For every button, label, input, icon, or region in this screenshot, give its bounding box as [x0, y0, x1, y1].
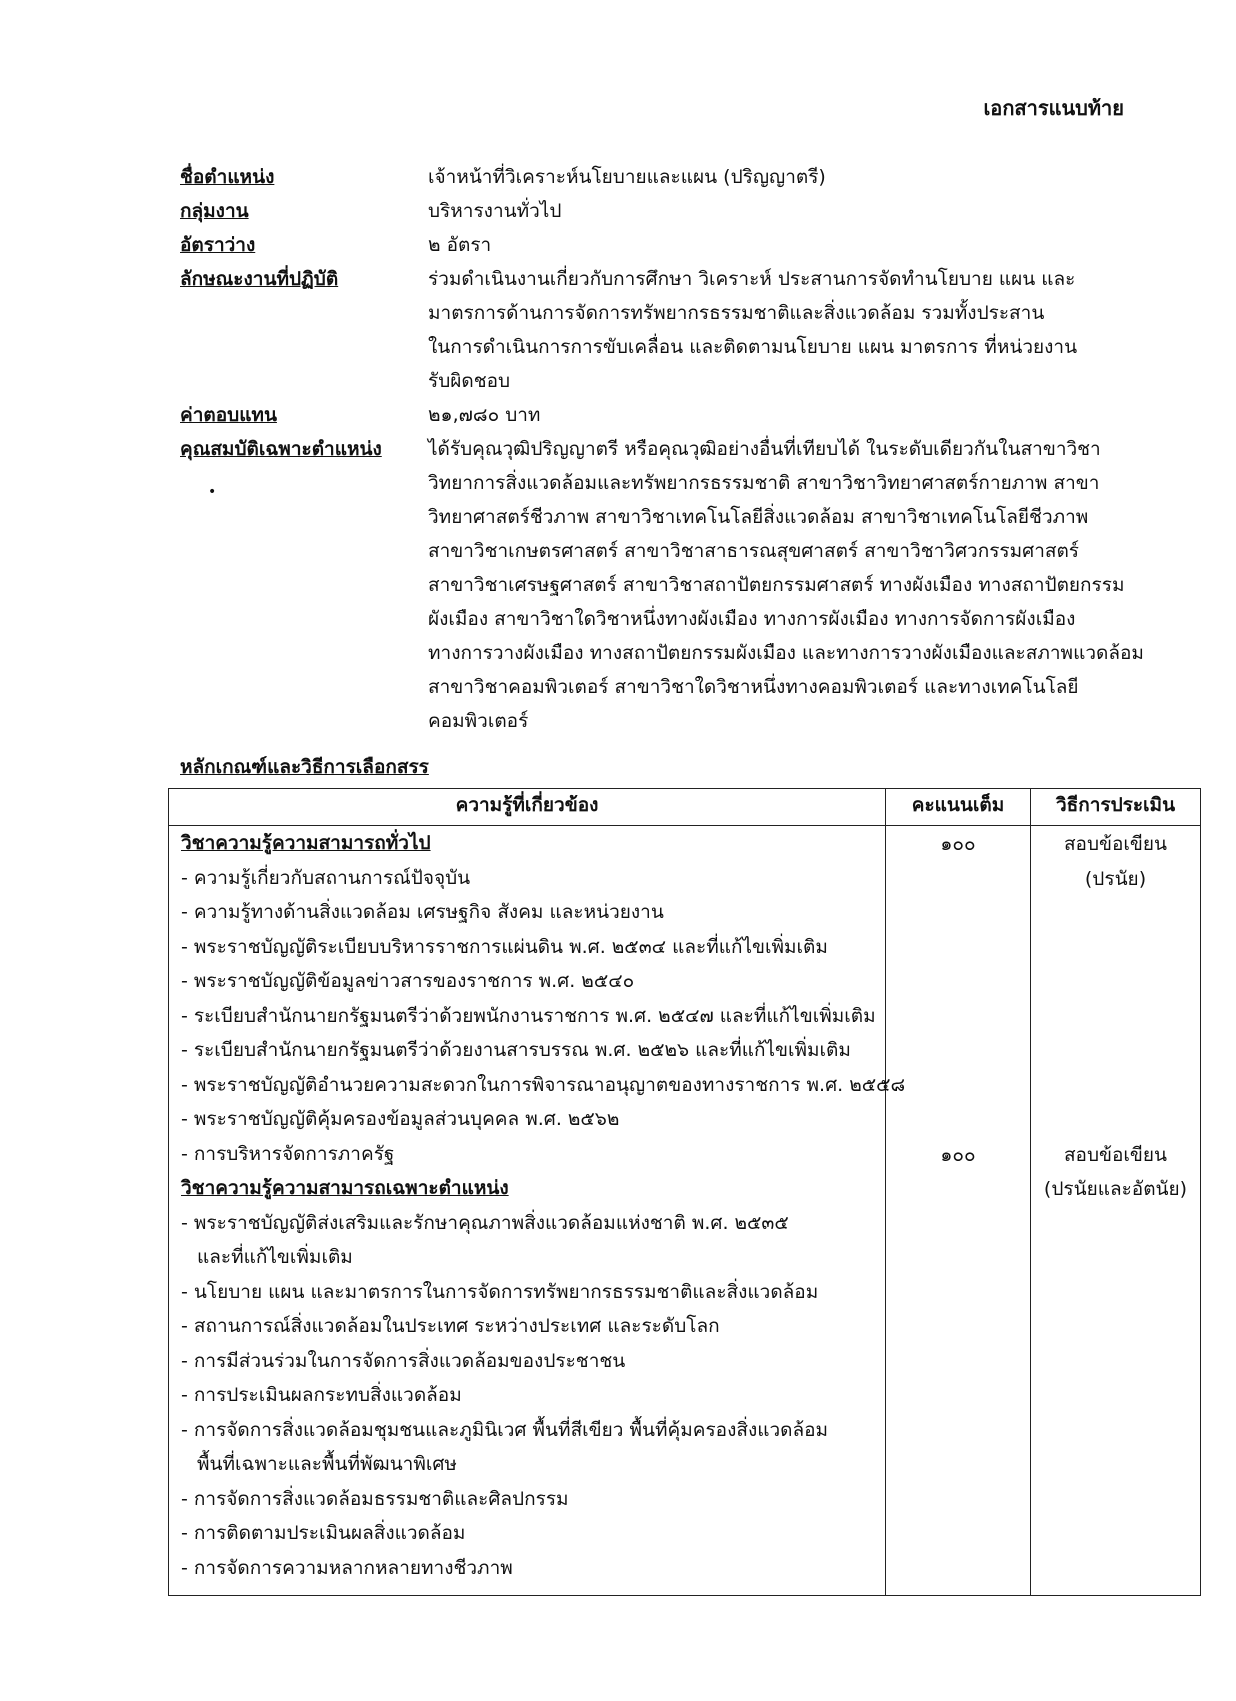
specific-method-line: (ปรนัยและอัตนัย)	[1043, 1178, 1188, 1200]
general-method-line: สอบข้อเขียน	[1063, 833, 1168, 855]
vacancy-label: อัตราว่าง	[180, 234, 256, 256]
pay-row	[180, 398, 1140, 432]
header-method: วิธีการประเมิน	[1031, 789, 1201, 826]
specific-section-title: วิชาความรู้ความสามารถเฉพาะตำแหน่ง	[181, 1177, 509, 1199]
duty-line: ร่วมดำเนินงานเกี่ยวกับการศึกษา วิเคราะห์ ประสานการจัดทำนโยบาย แผน และ	[428, 268, 1076, 290]
general-section-title: วิชาความรู้ความสามารถทั่วไป	[181, 832, 431, 854]
pay-label: ค่าตอบแทน	[180, 404, 277, 426]
table-header-row	[169, 789, 1201, 826]
position-title-label: ชื่อตำแหน่ง	[180, 166, 275, 188]
list-item: - นโยบาย แผน และมาตรการในการจัดการทรัพยากรธรรมชาติและสิ่งแวดล้อม	[181, 1280, 819, 1303]
qualification-label: คุณสมบัติเฉพาะตำแหน่ง	[180, 438, 382, 460]
list-item: - การประเมินผลกระทบสิ่งแวดล้อม	[181, 1384, 462, 1406]
list-item: - ความรู้ทางด้านสิ่งแวดล้อม เศรษฐกิจ สังคม และหน่วยงาน	[181, 901, 664, 923]
duty-text	[428, 262, 1140, 398]
duty-line: มาตรการด้านการจัดการทรัพยากรธรรมชาติและสิ่งแวดล้อม รวมทั้งประสาน	[428, 302, 1045, 324]
method-cell	[1031, 826, 1201, 1596]
list-item: - การติดตามประเมินผลสิ่งแวดล้อม	[181, 1522, 466, 1544]
work-group-value: บริหารงานทั่วไป	[428, 200, 562, 222]
list-item: - พระราชบัญญัติอำนวยความสะดวกในการพิจารณาอนุญาตของทางราชการ พ.ศ. ๒๕๕๘	[181, 1073, 906, 1096]
list-item: - การมีส่วนร่วมในการจัดการสิ่งแวดล้อมของประชาชน	[181, 1349, 626, 1372]
list-item: - การจัดการสิ่งแวดล้อมธรรมชาติและศิลปกรรม	[181, 1487, 569, 1510]
list-item: - ระเบียบสำนักนายกรัฐมนตรีว่าด้วยงานสารบรรณ พ.ศ. ๒๕๒๖ และที่แก้ไขเพิ่มเติม	[181, 1039, 851, 1061]
vacancy-value: ๒ อัตรา	[428, 234, 492, 256]
list-item: - พระราชบัญญัติข้อมูลข่าวสารของราชการ พ.ศ. ๒๕๔๐	[181, 970, 635, 992]
stray-dot: •	[208, 484, 217, 500]
list-item-continuation: และที่แก้ไขเพิ่มเติม	[197, 1246, 353, 1268]
work-group-row	[180, 194, 1140, 228]
list-item: - สถานการณ์สิ่งแวดล้อมในประเทศ ระหว่างประเทศ และระดับโลก	[181, 1315, 720, 1337]
header-full-score: คะแนนเต็ม	[886, 789, 1031, 826]
header-knowledge: ความรู้ที่เกี่ยวข้อง	[169, 789, 886, 826]
qualification-line: ทางการวางผังเมือง ทางสถาปัตยกรรมผังเมือง และทางการวางผังเมืองและสภาพแวดล้อม	[428, 642, 1144, 664]
specific-score: ๑๐๐	[940, 1143, 976, 1166]
general-score: ๑๐๐	[940, 833, 976, 855]
qualification-line: สาขาวิชาเศรษฐศาสตร์ สาขาวิชาสถาปัตยกรรมศาสตร์ ทางผังเมือง ทางสถาปัตยกรรม	[428, 574, 1125, 596]
qualification-line: สาขาวิชาคอมพิวเตอร์ สาขาวิชาใดวิชาหนึ่งทางคอมพิวเตอร์ และทางเทคโนโลยี	[428, 676, 1079, 698]
duty-label: ลักษณะงานที่ปฏิบัติ	[180, 268, 339, 290]
position-info	[180, 160, 1144, 738]
criteria-table	[168, 788, 1201, 1596]
criteria-title: หลักเกณฑ์และวิธีการเลือกสรร	[180, 756, 429, 778]
list-item: - ความรู้เกี่ยวกับสถานการณ์ปัจจุบัน	[181, 866, 471, 889]
position-title-row	[180, 160, 1140, 194]
list-item: - พระราชบัญญัติคุ้มครองข้อมูลส่วนบุคคล พ.ศ. ๒๕๖๒	[181, 1108, 620, 1130]
qualification-line: ผังเมือง สาขาวิชาใดวิชาหนึ่งทางผังเมือง ทางการผังเมือง ทางการจัดการผังเมือง	[428, 608, 1076, 630]
qualification-text	[428, 432, 1144, 738]
knowledge-cell	[169, 826, 906, 1596]
work-group-label: กลุ่มงาน	[180, 200, 249, 222]
duty-line: รับผิดชอบ	[428, 370, 511, 392]
qualification-line: สาขาวิชาเกษตรศาสตร์ สาขาวิชาสาธารณสุขศาสตร์ สาขาวิชาวิศวกรรมศาสตร์	[428, 540, 1080, 562]
list-item-continuation: พื้นที่เฉพาะและพื้นที่พัฒนาพิเศษ	[197, 1453, 457, 1475]
score-cell	[886, 826, 1031, 1596]
list-item: - พระราชบัญญัติระเบียบบริหารราชการแผ่นดิน พ.ศ. ๒๕๓๔ และที่แก้ไขเพิ่มเติม	[181, 935, 828, 958]
list-item: - การจัดการสิ่งแวดล้อมชุมชนและภูมินิเวศ พื้นที่สีเขียว พื้นที่คุ้มครองสิ่งแวดล้อม	[181, 1418, 829, 1441]
qualification-line: คอมพิวเตอร์	[428, 710, 529, 732]
table-row	[169, 826, 1201, 1596]
list-item: - ระเบียบสำนักนายกรัฐมนตรีว่าด้วยพนักงานราชการ พ.ศ. ๒๕๔๗ และที่แก้ไขเพิ่มเติม	[181, 1004, 876, 1027]
pay-value: ๒๑,๗๘๐ บาท	[428, 404, 541, 426]
vacancy-row	[180, 228, 1140, 262]
list-item: - การบริหารจัดการภาครัฐ	[181, 1142, 395, 1165]
qualification-line: ได้รับคุณวุฒิปริญญาตรี หรือคุณวุฒิอย่างอื่นที่เทียบได้ ในระดับเดียวกันในสาขาวิชา	[428, 438, 1101, 460]
annex-title: เอกสารแนบท้าย	[983, 96, 1124, 120]
list-item: - พระราชบัญญัติส่งเสริมและรักษาคุณภาพสิ่งแวดล้อมแห่งชาติ พ.ศ. ๒๕๓๕	[181, 1211, 789, 1234]
duty-line: ในการดำเนินการการขับเคลื่อน และติดตามนโยบาย แผน มาตรการ ที่หน่วยงาน	[428, 336, 1078, 358]
qualification-line: วิทยาการสิ่งแวดล้อมและทรัพยากรธรรมชาติ สาขาวิชาวิทยาศาสตร์กายภาพ สาขา	[428, 472, 1100, 494]
duty-row	[180, 262, 1140, 398]
specific-method-line: สอบข้อเขียน	[1063, 1143, 1168, 1166]
general-method-line: (ปรนัย)	[1084, 867, 1147, 890]
list-item: - การจัดการความหลากหลายทางชีวภาพ	[181, 1556, 513, 1579]
qualification-line: วิทยาศาสตร์ชีวภาพ สาขาวิชาเทคโนโลยีสิ่งแวดล้อม สาขาวิชาเทคโนโลยีชีวภาพ	[428, 506, 1089, 528]
position-title-value: เจ้าหน้าที่วิเคราะห์นโยบายและแผน (ปริญญาตรี)	[428, 166, 826, 188]
qualification-row	[180, 432, 1144, 738]
